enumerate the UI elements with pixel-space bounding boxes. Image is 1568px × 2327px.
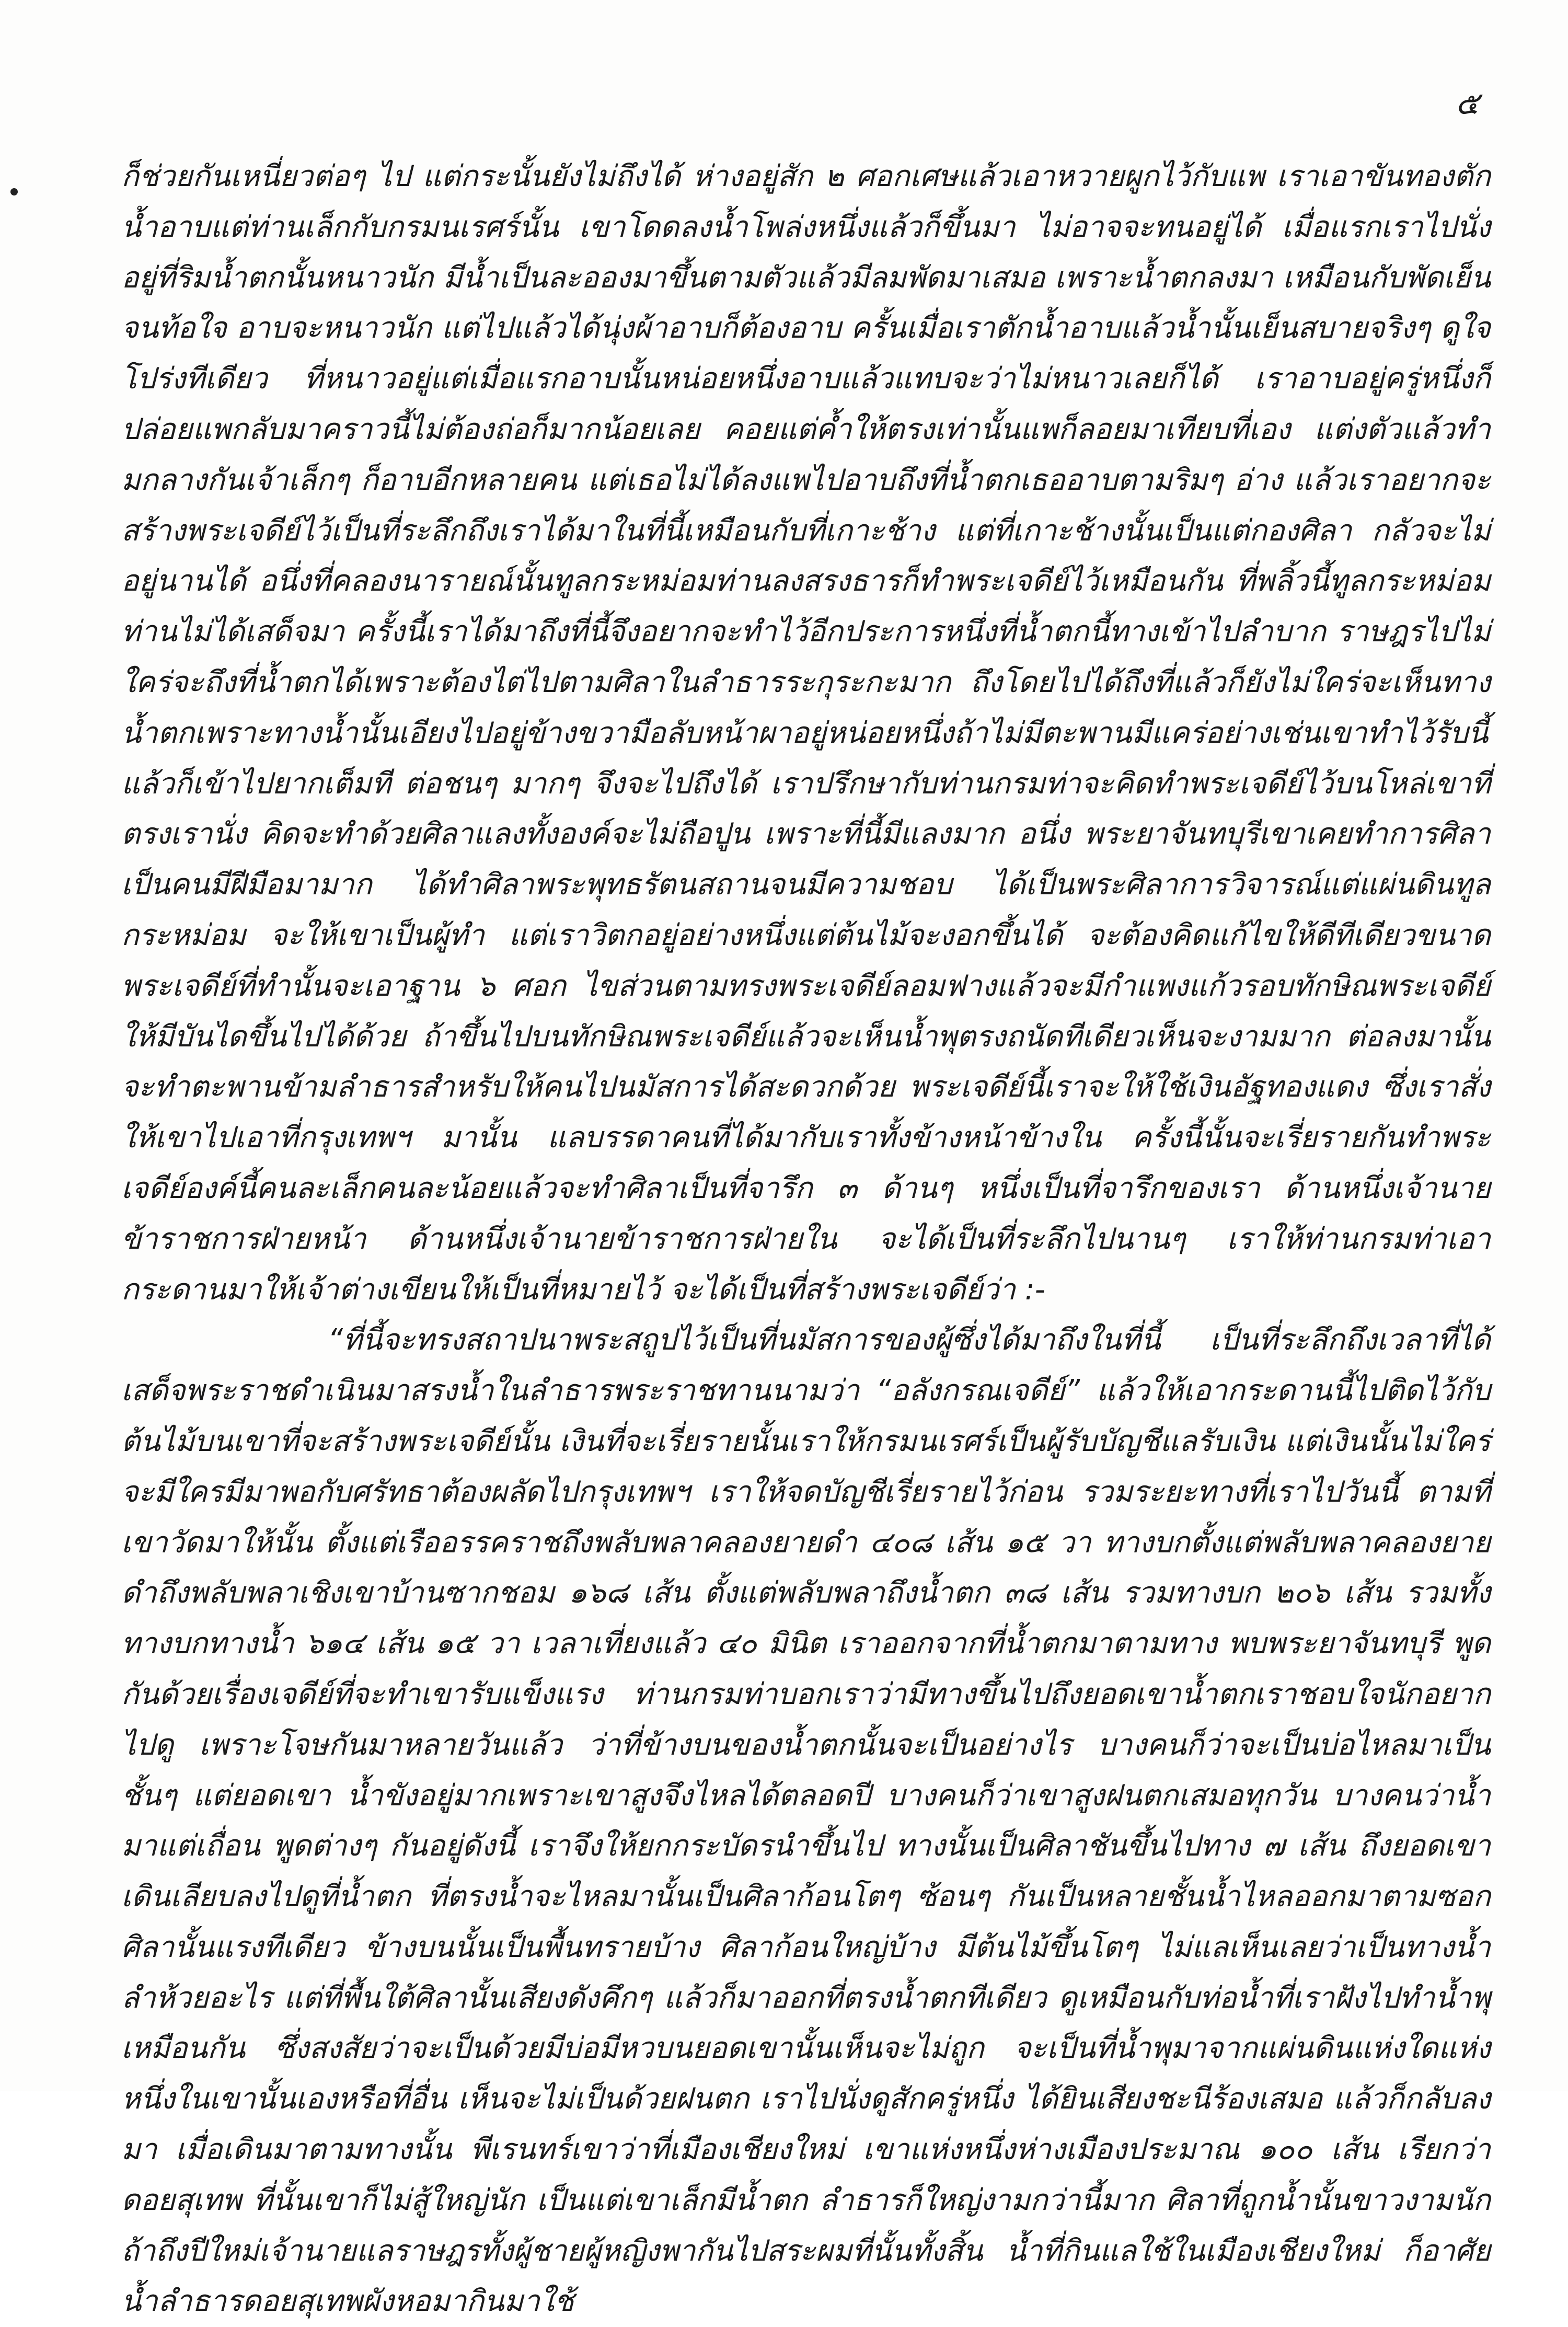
binder-hole-mark: [10, 188, 18, 195]
page-number: ๕: [1455, 85, 1479, 122]
paragraph-2: “ที่นี้จะทรงสถาปนาพระสถูปไว้เป็นที่นมัสการของผู้ซึ่งได้มาถึงในที่นี้ เป็นที่ระลึกถึงเวลาที่ได้เสด็จพระราชดำเนินมาสรงน้ำในลำธารพระราชทานนามว่า “อลังกรณเจดีย์” แล้วให้เอากระดานนี้ไปติดไว้กับต้นไม้บนเขาที่จะสร้างพระเจดีย์นั้น เงินที่จะเรี่ยรายนั้นเราให้กรมนเรศร์เป็นผู้รับบัญชีแลรับเงิน แต่เงินนั้นไม่ใคร่จะมีใครมีมาพอกับศรัทธาต้องผลัดไปกรุงเทพฯ เราให้จดบัญชีเรี่ยรายไว้ก่อน รวมระยะทางที่เราไปวันนี้ ตามที่เขาวัดมาให้นั้น ตั้งแต่เรืออรรคราชถึงพลับพลาคลองยายดำ ๔๐๘ เส้น ๑๕ วา ทางบกตั้งแต่พลับพลาคลองยายดำถึงพลับพลาเชิงเขาบ้านซากชอม ๑๖๘ เส้น ตั้งแต่พลับพลาถึงน้ำตก ๓๘ เส้น รวมทางบก ๒๐๖ เส้น รวมทั้งทางบกทางน้ำ ๖๑๔ เส้น ๑๕ วา เวลาเที่ยงแล้ว ๔๐ มินิต เราออกจากที่น้ำตกมาตามทาง พบพระยาจันทบุรี พูดกันด้วยเรื่องเจดีย์ที่จะทำเขารับแข็งแรง ท่านกรมท่าบอกเราว่ามีทางขึ้นไปถึงยอดเขาน้ำตกเราชอบใจนักอยากไปดู เพราะโจษกันมาหลายวันแล้ว ว่าที่ข้างบนของน้ำตกนั้นจะเป็นอย่างไร บางคนก็ว่าจะเป็นบ่อไหลมาเป็นชั้นๆ แต่ยอดเขา น้ำขังอยู่มากเพราะเขาสูงจึงไหลได้ตลอดปี บางคนก็ว่าเขาสูงฝนตกเสมอทุกวัน บางคนว่าน้ำมาแต่เถื่อน พูดต่างๆ กันอยู่ดังนี้ เราจึงให้ยกกระบัดรนำขึ้นไป ทางนั้นเป็นศิลาชันขึ้นไปทาง ๗ เส้น ถึงยอดเขาเดินเลียบลงไปดูที่น้ำตก ที่ตรงน้ำจะไหลมานั้นเป็นศิลาก้อนโตๆ ซ้อนๆ กันเป็นหลายชั้นน้ำไหลออกมาตามซอกศิลานั้นแรงทีเดียว ข้างบนนั้นเป็นพื้นทรายบ้าง ศิลาก้อนใหญ่บ้าง มีต้นไม้ขึ้นโตๆ ไม่แลเห็นเลยว่าเป็นทางน้ำลำห้วยอะไร แต่ที่พื้นใต้ศิลานั้นเสียงดังคึกๆ แล้วก็มาออกที่ตรงน้ำตกทีเดียว ดูเหมือนกับท่อน้ำที่เราฝังไปทำน้ำพุเหมือนกัน ซึ่งสงสัยว่าจะเป็นด้วยมีบ่อมีหวบนยอดเขานั้นเห็นจะไม่ถูก จะเป็นที่น้ำพุมาจากแผ่นดินแห่งใดแห่งหนึ่งในเขานั้นเองหรือที่อื่น เห็นจะไม่เป็นด้วยฝนตก เราไปนั่งดูสักครู่หนึ่ง ได้ยินเสียงชะนีร้องเสมอ แล้วก็กลับลงมา เมื่อเดินมาตามทางนั้น พีเรนทร์เขาว่าที่เมืองเชียงใหม่ เขาแห่งหนึ่งห่างเมืองประมาณ ๑๐๐ เส้น เรียกว่า ดอยสุเทพ ที่นั้นเขาก็ไม่สู้ใหญ่นัก เป็นแต่เขาเล็กมีน้ำตก ลำธารก็ใหญ่งามกว่านี้มาก ศิลาที่ถูกน้ำนั้นขาวงามนัก ถ้าถึงปีใหม่เจ้านายแลราษฎรทั้งผู้ชายผู้หญิงพากันไปสระผมที่นั้นทั้งสิ้น น้ำที่กินแลใช้ในเมืองเชียงใหม่ ก็อาศัยน้ำลำธารดอยสุเทพผังหอมากินมาใช้: [121, 1323, 1491, 2319]
paragraph-1: ก็ช่วยกันเหนี่ยวต่อๆ ไป แต่กระนั้นยังไม่ถึงได้ ห่างอยู่สัก ๒ ศอกเศษแล้วเอาหวายผูกไว้กับแพ เราเอาขันทองตักน้ำอาบแต่ท่านเล็กกับกรมนเรศร์นั้น เขาโดดลงน้ำโพล่งหนึ่งแล้วก็ขึ้นมา ไม่อาจจะทนอยู่ได้ เมื่อแรกเราไปนั่งอยู่ที่ริมน้ำตกนั้นหนาวนัก มีน้ำเป็นละอองมาขึ้นตามตัวแล้วมีลมพัดมาเสมอ เพราะน้ำตกลงมา เหมือนกับพัดเย็นจนท้อใจ อาบจะหนาวนัก แต่ไปแล้วได้นุ่งผ้าอาบก็ต้องอาบ ครั้นเมื่อเราตักน้ำอาบแล้วน้ำนั้นเย็นสบายจริงๆ ดูใจโปร่งทีเดียว ที่หนาวอยู่แต่เมื่อแรกอาบนั้นหน่อยหนึ่งอาบแล้วแทบจะว่าไม่หนาวเลยก็ได้ เราอาบอยู่ครู่หนึ่งก็ปล่อยแพกลับมาคราวนี้ไม่ต้องถ่อก็มากน้อยเลย คอยแต่ค้ำให้ตรงเท่านั้นแพก็ลอยมาเทียบที่เอง แต่งตัวแล้วทำมกลางกันเจ้าเล็กๆ ก็อาบอีกหลายคน แต่เธอไม่ได้ลงแพไปอาบถึงที่น้ำตกเธออาบตามริมๆ อ่าง แล้วเราอยากจะสร้างพระเจดีย์ไว้เป็นที่ระลึกถึงเราได้มาในที่นี้เหมือนกับที่เกาะช้าง แต่ที่เกาะช้างนั้นเป็นแต่กองศิลา กลัวจะไม่อยู่นานได้ อนึ่งที่คลองนารายณ์นั้นทูลกระหม่อมท่านลงสรงธารก็ทำพระเจดีย์ไว้เหมือนกัน ที่พลิ้วนี้ทูลกระหม่อมท่านไม่ได้เสด็จมา ครั้งนี้เราได้มาถึงที่นี้จึงอยากจะทำไว้อีกประการหนึ่งที่น้ำตกนี้ทางเข้าไปลำบาก ราษฎรไปไม่ใคร่จะถึงที่น้ำตกได้เพราะต้องไต่ไปตามศิลาในลำธารระกุระกะมาก ถึงโดยไปได้ถึงที่แล้วก็ยังไม่ใคร่จะเห็นทางน้ำตกเพราะทางน้ำนั้นเอียงไปอยู่ข้างขวามือลับหน้าผาอยู่หน่อยหนึ่งถ้าไม่มีตะพานมีแคร่อย่างเช่นเขาทำไว้รับนี้แล้วก็เข้าไปยากเต็มที ต่อชนๆ มากๆ จึงจะไปถึงได้ เราปรึกษากับท่านกรมท่าจะคิดทำพระเจดีย์ไว้บนโหล่เขาที่ตรงเรานั่ง คิดจะทำด้วยศิลาแลงทั้งองค์จะไม่ถือปูน เพราะที่นี้มีแลงมาก อนึ่ง พระยาจันทบุรีเขาเคยทำการศิลา เป็นคนมีฝีมือมามาก ได้ทำศิลาพระพุทธรัตนสถานจนมีความชอบ ได้เป็นพระศิลาการวิจารณ์แต่แผ่นดินทูลกระหม่อม จะให้เขาเป็นผู้ทำ แต่เราวิตกอยู่อย่างหนึ่งแต่ต้นไม้จะงอกขึ้นได้ จะต้องคิดแก้ไขให้ดีทีเดียวขนาดพระเจดีย์ที่ทำนั้นจะเอาฐาน ๖ ศอก ไขส่วนตามทรงพระเจดีย์ลอมฟางแล้วจะมีกำแพงแก้วรอบทักษิณพระเจดีย์ให้มีบันไดขึ้นไปได้ด้วย ถ้าขึ้นไปบนทักษิณพระเจดีย์แล้วจะเห็นน้ำพุตรงถนัดทีเดียวเห็นจะงามมาก ต่อลงมานั้นจะทำตะพานข้ามลำธารสำหรับให้คนไปนมัสการได้สะดวกด้วย พระเจดีย์นี้เราจะให้ใช้เงินอัฐทองแดง ซึ่งเราสั่งให้เขาไปเอาที่กรุงเทพฯ มานั้น แลบรรดาคนที่ได้มากับเราทั้งข้างหน้าข้างใน ครั้งนี้นั้นจะเรี่ยรายกันทำพระเจดีย์องค์นี้คนละเล็กคนละน้อยแล้วจะทำศิลาเป็นที่จารึก ๓ ด้านๆ หนึ่งเป็นที่จารึกของเรา ด้านหนึ่งเจ้านาย ข้าราชการฝ่ายหน้า ด้านหนึ่งเจ้านายข้าราชการฝ่ายใน จะได้เป็นที่ระลึกไปนานๆ เราให้ท่านกรมท่าเอากระดานมาให้เจ้าต่างเขียนให้เป็นที่หมายไว้ จะได้เป็นที่สร้างพระเจดีย์ว่า :-: [121, 159, 1491, 1307]
document-body: [121, 152, 1491, 2327]
